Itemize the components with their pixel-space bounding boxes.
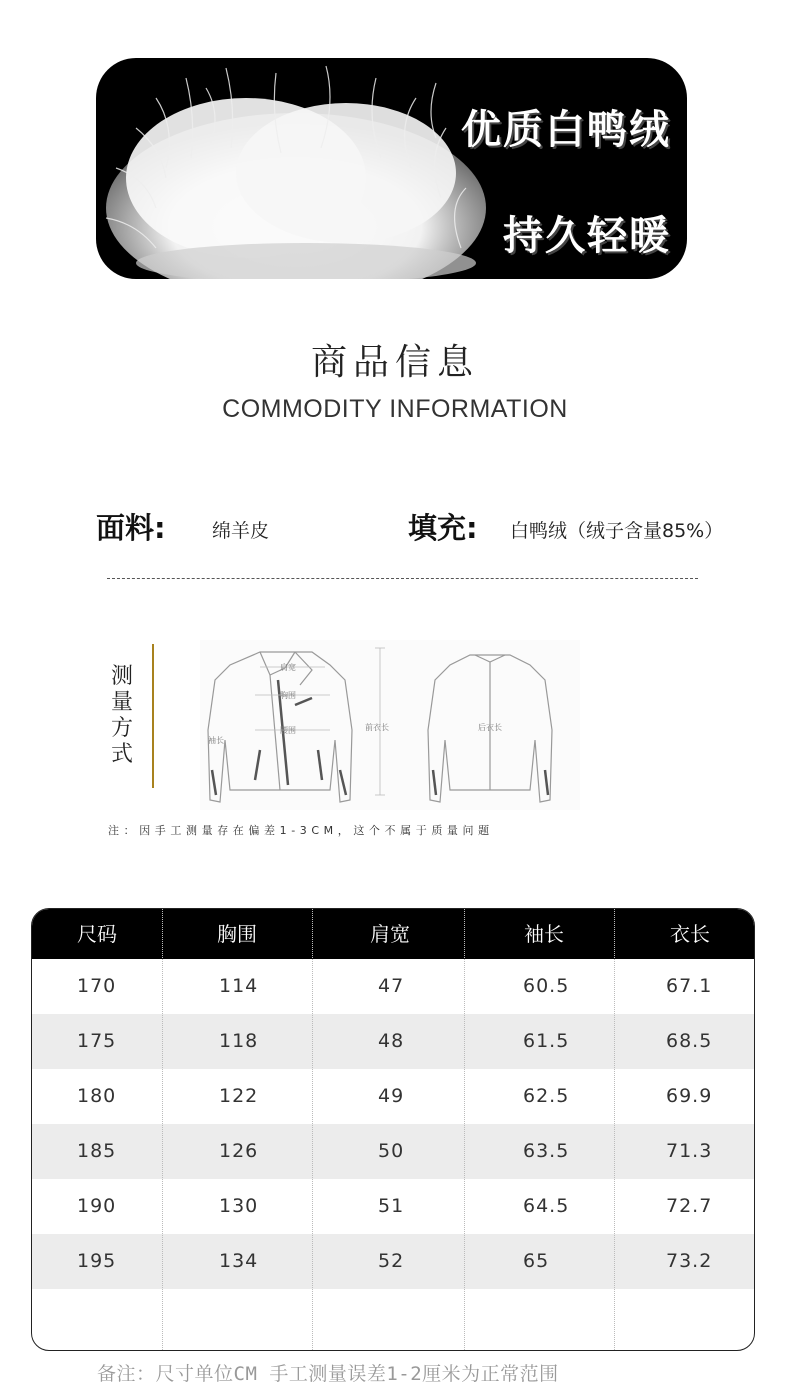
table-cell: 175 — [77, 1030, 117, 1052]
chest-label: 胸围 — [280, 691, 296, 700]
accent-bar — [152, 644, 154, 788]
table-cell: 61.5 — [523, 1030, 570, 1052]
header-size: 尺码 — [77, 922, 117, 946]
down-feature-banner — [96, 58, 687, 279]
table-row — [32, 1124, 754, 1179]
size-table — [31, 908, 755, 1351]
table-cell: 73.2 — [666, 1250, 713, 1272]
front-length-label: 前衣长 — [365, 723, 389, 732]
waist-label: 腰围 — [280, 726, 296, 735]
table-cell: 118 — [219, 1030, 259, 1052]
measurement-note: 注：因手工测量存在偏差1-3CM，这个不属于质量问题 — [108, 824, 494, 837]
table-cell: 63.5 — [523, 1140, 570, 1162]
header-chest: 胸围 — [217, 922, 257, 946]
table-row — [32, 1234, 754, 1289]
footer-note: 备注：尺寸单位CM 手工测量误差1-2厘米为正常范围 — [97, 1363, 559, 1383]
table-cell: 122 — [219, 1085, 259, 1107]
table-cell: 64.5 — [523, 1195, 570, 1217]
table-row — [32, 1069, 754, 1124]
table-cell: 114 — [219, 975, 259, 997]
table-row — [32, 959, 754, 1014]
column-divider — [162, 909, 163, 1350]
table-cell: 130 — [219, 1195, 259, 1217]
table-cell: 185 — [77, 1140, 117, 1162]
table-cell: 68.5 — [666, 1030, 713, 1052]
sleeve-label: 袖长 — [208, 736, 224, 745]
table-cell: 190 — [77, 1195, 117, 1217]
table-cell: 134 — [219, 1250, 259, 1272]
table-cell: 69.9 — [666, 1085, 713, 1107]
table-cell: 126 — [219, 1140, 259, 1162]
section-title: 商品信息 — [310, 342, 479, 383]
section-subtitle: COMMODITY INFORMATION — [222, 395, 568, 423]
column-divider — [464, 909, 465, 1350]
jacket-measurement-diagram — [200, 640, 580, 810]
table-cell: 72.7 — [666, 1195, 713, 1217]
table-row — [32, 1179, 754, 1234]
header-shoulder: 肩宽 — [370, 922, 410, 946]
table-cell: 67.1 — [666, 975, 713, 997]
table-header — [32, 909, 754, 959]
banner-headline: 优质白鸭绒 — [461, 107, 671, 153]
banner-subheadline: 持久轻暖 — [503, 213, 671, 259]
table-cell: 48 — [378, 1030, 405, 1052]
fabric-label: 面料: — [96, 511, 166, 545]
filling-label: 填充: — [408, 511, 478, 545]
header-sleeve: 袖长 — [524, 922, 564, 946]
table-cell: 51 — [378, 1195, 405, 1217]
table-cell: 47 — [378, 975, 405, 997]
table-cell: 71.3 — [666, 1140, 713, 1162]
table-cell: 49 — [378, 1085, 405, 1107]
back-length-label: 后衣长 — [478, 723, 502, 732]
table-cell: 50 — [378, 1140, 405, 1162]
table-cell: 65 — [523, 1250, 550, 1272]
divider — [107, 578, 698, 579]
header-length: 衣长 — [670, 922, 710, 946]
filling-value: 白鸭绒（绒子含量85%） — [510, 520, 724, 542]
table-cell: 62.5 — [523, 1085, 570, 1107]
table-cell: 60.5 — [523, 975, 570, 997]
table-row — [32, 1014, 754, 1069]
table-cell: 170 — [77, 975, 117, 997]
measurement-label: 测量方式 — [110, 664, 133, 767]
fabric-value: 绵羊皮 — [212, 520, 270, 542]
table-cell: 180 — [77, 1085, 117, 1107]
shoulder-label: 肩宽 — [280, 663, 296, 672]
table-cell: 195 — [77, 1250, 117, 1272]
table-cell: 52 — [378, 1250, 405, 1272]
column-divider — [614, 909, 615, 1350]
column-divider — [312, 909, 313, 1350]
